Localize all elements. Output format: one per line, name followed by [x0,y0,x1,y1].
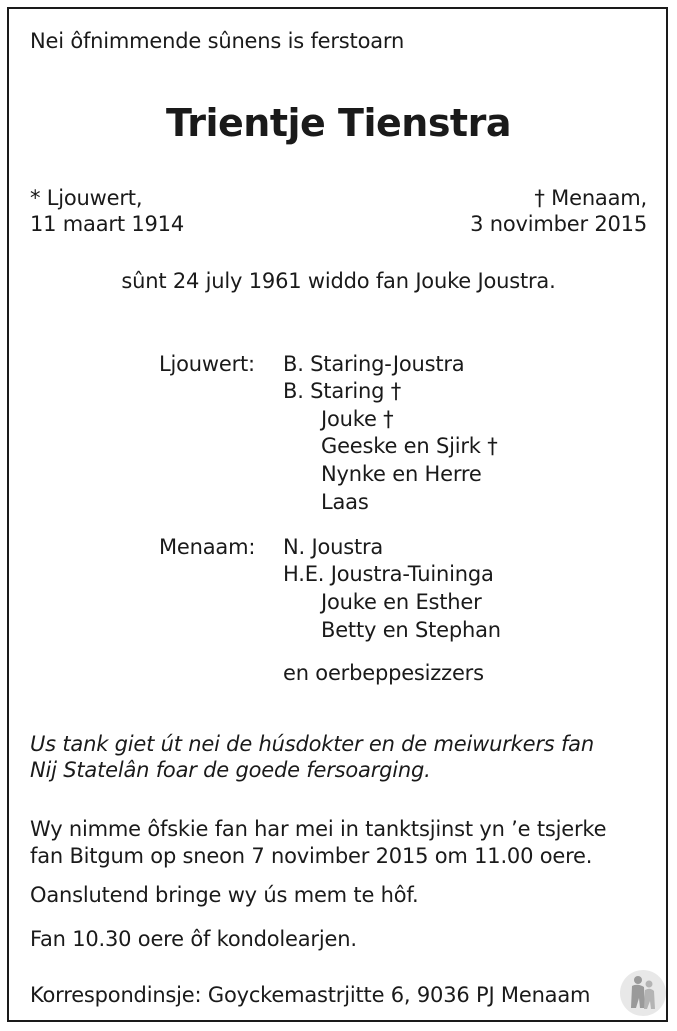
grandchild-line: Jouke en Esther [321,590,482,614]
widow-line: sûnt 24 july 1961 widdo fan Jouke Joustra. [121,269,556,293]
great-grandchildren-line: en oerbeppesizzers [283,661,484,685]
intro-line: Nei ôfnimmende sûnens is ferstoarn [30,29,405,53]
thanks-line: Us tank giet út nei de húsdokter en de meiwurkers fan [30,732,594,756]
birth-date: 11 maart 1914 [30,212,184,236]
grandchild-line: Nynke en Herre [321,462,482,486]
grandchild-line: Geeske en Sjirk † [321,434,498,458]
mourning-figures-icon [618,968,668,1018]
family-line: N. Joustra [283,535,384,559]
birth-place: * Ljouwert, [30,186,143,210]
deceased-name: Trientje Tienstra [166,101,511,145]
grandchild-line: Laas [321,490,369,514]
family-place-menaam: Menaam: [159,535,256,559]
family-line: B. Staring † [283,379,402,403]
family-line: B. Staring-Joustra [283,352,465,376]
death-date: 3 novimber 2015 [470,212,647,236]
correspondence-line: Korrespondinsje: Goyckemastrjitte 6, 9036 PJ Menaam [30,983,591,1007]
family-place-ljouwert: Ljouwert: [159,352,255,376]
thanks-line: Nij Statelân foar de goede fersoarging. [30,758,431,782]
family-line: H.E. Joustra-Tuininga [283,562,494,586]
grandchild-line: Jouke † [321,407,394,431]
condolence-line: Fan 10.30 oere ôf kondolearjen. [30,927,357,951]
death-place: † Menaam, [534,186,647,210]
grandchild-line: Betty en Stephan [321,618,501,642]
service-line: fan Bitgum op sneon 7 novimber 2015 om 11.00 oere. [30,844,593,868]
burial-line: Oanslutend bringe wy ús mem te hôf. [30,883,419,907]
service-line: Wy nimme ôfskie fan har mei in tanktsjinst yn ’e tsjerke [30,817,607,841]
